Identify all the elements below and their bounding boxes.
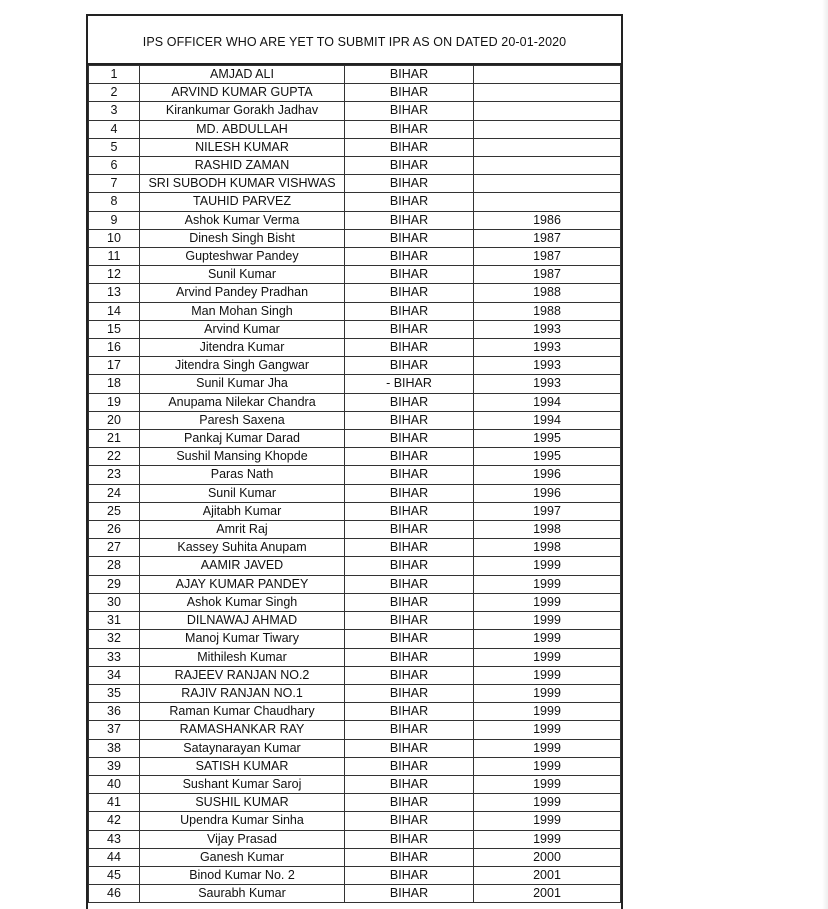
cell-state: BIHAR — [345, 684, 474, 702]
table-row — [89, 721, 621, 739]
cell-name: Jitendra Singh Gangwar — [140, 357, 345, 375]
cell-state: BIHAR — [345, 157, 474, 175]
cell-name: Sunil Kumar Jha — [140, 375, 345, 393]
cell-name: Sushant Kumar Saroj — [140, 775, 345, 793]
cell-year: 1999 — [474, 830, 621, 848]
cell-state: BIHAR — [345, 848, 474, 866]
cell-state: BIHAR — [345, 229, 474, 247]
cell-state: BIHAR — [345, 812, 474, 830]
table-row — [89, 266, 621, 284]
table-row — [89, 794, 621, 812]
cell-no: 45 — [89, 866, 140, 884]
cell-name: AAMIR JAVED — [140, 557, 345, 575]
cell-name: Sunil Kumar — [140, 484, 345, 502]
cell-state: BIHAR — [345, 102, 474, 120]
cell-no: 40 — [89, 775, 140, 793]
table-row — [89, 357, 621, 375]
cell-name: ARVIND KUMAR GUPTA — [140, 84, 345, 102]
cell-year — [474, 157, 621, 175]
cell-state: BIHAR — [345, 593, 474, 611]
cell-no: 46 — [89, 885, 140, 903]
table-row — [89, 812, 621, 830]
table-row — [89, 229, 621, 247]
table-row — [89, 339, 621, 357]
table-row — [89, 320, 621, 338]
cell-state: BIHAR — [345, 666, 474, 684]
table-row — [89, 630, 621, 648]
cell-year: 1999 — [474, 812, 621, 830]
table-row — [89, 248, 621, 266]
cell-name: Sushil Mansing Khopde — [140, 448, 345, 466]
cell-name: Gupteshwar Pandey — [140, 248, 345, 266]
cell-no: 3 — [89, 102, 140, 120]
cell-state: BIHAR — [345, 84, 474, 102]
cell-name: Manoj Kumar Tiwary — [140, 630, 345, 648]
cell-name: Arvind Pandey Pradhan — [140, 284, 345, 302]
cell-name: Paresh Saxena — [140, 411, 345, 429]
cell-year: 2001 — [474, 866, 621, 884]
cell-state: BIHAR — [345, 775, 474, 793]
table-row — [89, 866, 621, 884]
cell-state: BIHAR — [345, 539, 474, 557]
cell-no: 5 — [89, 138, 140, 156]
cell-year: 1999 — [474, 721, 621, 739]
cell-state: BIHAR — [345, 612, 474, 630]
cell-no: 8 — [89, 193, 140, 211]
table-row — [89, 575, 621, 593]
cell-no: 30 — [89, 593, 140, 611]
cell-name: AJAY KUMAR PANDEY — [140, 575, 345, 593]
table-row — [89, 120, 621, 138]
cell-year — [474, 193, 621, 211]
cell-year: 1986 — [474, 211, 621, 229]
cell-name: Kassey Suhita Anupam — [140, 539, 345, 557]
cell-name: Arvind Kumar — [140, 320, 345, 338]
cell-no: 7 — [89, 175, 140, 193]
cell-state: BIHAR — [345, 757, 474, 775]
officer-table-body — [89, 66, 621, 903]
cell-year: 1999 — [474, 575, 621, 593]
cell-state: BIHAR — [345, 866, 474, 884]
cell-no: 18 — [89, 375, 140, 393]
cell-year: 1998 — [474, 539, 621, 557]
table-row — [89, 484, 621, 502]
cell-year: 1993 — [474, 320, 621, 338]
cell-no: 11 — [89, 248, 140, 266]
cell-year: 1995 — [474, 448, 621, 466]
cell-no: 6 — [89, 157, 140, 175]
cell-name: Ashok Kumar Singh — [140, 593, 345, 611]
cell-state: BIHAR — [345, 302, 474, 320]
cell-name: Sataynarayan Kumar — [140, 739, 345, 757]
cell-no: 36 — [89, 703, 140, 721]
cell-state: BIHAR — [345, 721, 474, 739]
cell-no: 39 — [89, 757, 140, 775]
cell-state: BIHAR — [345, 739, 474, 757]
cell-no: 37 — [89, 721, 140, 739]
cell-year: 1999 — [474, 612, 621, 630]
cell-year: 1994 — [474, 411, 621, 429]
cell-state: BIHAR — [345, 885, 474, 903]
cell-year: 1999 — [474, 666, 621, 684]
cell-name: SRI SUBODH KUMAR VISHWAS — [140, 175, 345, 193]
cell-name: RAMASHANKAR RAY — [140, 721, 345, 739]
cell-state: BIHAR — [345, 703, 474, 721]
cell-state: BIHAR — [345, 575, 474, 593]
cell-name: TAUHID PARVEZ — [140, 193, 345, 211]
table-row — [89, 502, 621, 520]
cell-state: BIHAR — [345, 175, 474, 193]
cell-year: 1998 — [474, 521, 621, 539]
cell-state: BIHAR — [345, 266, 474, 284]
cell-no: 29 — [89, 575, 140, 593]
table-row — [89, 593, 621, 611]
cell-year: 1999 — [474, 648, 621, 666]
cell-year: 1999 — [474, 794, 621, 812]
table-row — [89, 138, 621, 156]
cell-year: 1993 — [474, 339, 621, 357]
cell-no: 15 — [89, 320, 140, 338]
cell-year: 1999 — [474, 775, 621, 793]
table-row — [89, 757, 621, 775]
cell-year — [474, 84, 621, 102]
table-row — [89, 521, 621, 539]
cell-state: BIHAR — [345, 284, 474, 302]
cell-no: 17 — [89, 357, 140, 375]
cell-state: BIHAR — [345, 120, 474, 138]
table-row — [89, 830, 621, 848]
cell-no: 32 — [89, 630, 140, 648]
cell-state: BIHAR — [345, 248, 474, 266]
cell-year: 2001 — [474, 885, 621, 903]
table-row — [89, 612, 621, 630]
document-title: IPS OFFICER WHO ARE YET TO SUBMIT IPR AS ON DATED 20-01-2020 — [88, 16, 621, 65]
cell-name: DILNAWAJ AHMAD — [140, 612, 345, 630]
cell-name: Vijay Prasad — [140, 830, 345, 848]
table-row — [89, 666, 621, 684]
cell-name: Kirankumar Gorakh Jadhav — [140, 102, 345, 120]
cell-year: 1993 — [474, 357, 621, 375]
table-row — [89, 703, 621, 721]
cell-year: 1996 — [474, 466, 621, 484]
cell-state: BIHAR — [345, 484, 474, 502]
cell-name: MD. ABDULLAH — [140, 120, 345, 138]
cell-no: 19 — [89, 393, 140, 411]
cell-name: Man Mohan Singh — [140, 302, 345, 320]
cell-state: BIHAR — [345, 466, 474, 484]
cell-year: 1995 — [474, 430, 621, 448]
cell-state: BIHAR — [345, 411, 474, 429]
cell-year: 1993 — [474, 375, 621, 393]
cell-no: 20 — [89, 411, 140, 429]
document-sheet — [86, 14, 623, 909]
cell-no: 24 — [89, 484, 140, 502]
table-row — [89, 557, 621, 575]
table-row — [89, 393, 621, 411]
table-row — [89, 411, 621, 429]
cell-year: 1999 — [474, 703, 621, 721]
cell-year: 1996 — [474, 484, 621, 502]
cell-year: 1988 — [474, 284, 621, 302]
cell-no: 1 — [89, 66, 140, 84]
cell-no: 27 — [89, 539, 140, 557]
cell-no: 10 — [89, 229, 140, 247]
cell-no: 42 — [89, 812, 140, 830]
cell-state: BIHAR — [345, 211, 474, 229]
cell-year: 1994 — [474, 393, 621, 411]
table-row — [89, 284, 621, 302]
cell-state: BIHAR — [345, 448, 474, 466]
cell-state: BIHAR — [345, 320, 474, 338]
cell-state: BIHAR — [345, 502, 474, 520]
cell-no: 4 — [89, 120, 140, 138]
cell-name: RASHID ZAMAN — [140, 157, 345, 175]
cell-state: BIHAR — [345, 521, 474, 539]
cell-state: BIHAR — [345, 66, 474, 84]
cell-name: Upendra Kumar Sinha — [140, 812, 345, 830]
table-row — [89, 157, 621, 175]
cell-name: RAJEEV RANJAN NO.2 — [140, 666, 345, 684]
cell-no: 34 — [89, 666, 140, 684]
table-row — [89, 885, 621, 903]
cell-no: 22 — [89, 448, 140, 466]
cell-name: Jitendra Kumar — [140, 339, 345, 357]
cell-year: 1999 — [474, 684, 621, 702]
cell-no: 33 — [89, 648, 140, 666]
table-row — [89, 84, 621, 102]
cell-name: Dinesh Singh Bisht — [140, 229, 345, 247]
cell-no: 16 — [89, 339, 140, 357]
cell-no: 13 — [89, 284, 140, 302]
cell-state: BIHAR — [345, 357, 474, 375]
table-row — [89, 430, 621, 448]
cell-no: 9 — [89, 211, 140, 229]
cell-year — [474, 66, 621, 84]
cell-name: RAJIV RANJAN NO.1 — [140, 684, 345, 702]
cell-name: Binod Kumar No. 2 — [140, 866, 345, 884]
cell-name: Saurabh Kumar — [140, 885, 345, 903]
table-row — [89, 848, 621, 866]
cell-name: SUSHIL KUMAR — [140, 794, 345, 812]
cell-name: NILESH KUMAR — [140, 138, 345, 156]
table-row — [89, 66, 621, 84]
table-row — [89, 302, 621, 320]
table-row — [89, 175, 621, 193]
cell-no: 38 — [89, 739, 140, 757]
cell-name: AMJAD ALI — [140, 66, 345, 84]
cell-state: BIHAR — [345, 648, 474, 666]
cell-name: Ajitabh Kumar — [140, 502, 345, 520]
cell-no: 2 — [89, 84, 140, 102]
cell-state: BIHAR — [345, 830, 474, 848]
cell-year: 1987 — [474, 266, 621, 284]
cell-year: 1999 — [474, 593, 621, 611]
table-row — [89, 539, 621, 557]
cell-name: Raman Kumar Chaudhary — [140, 703, 345, 721]
cell-year: 1999 — [474, 757, 621, 775]
cell-year: 1988 — [474, 302, 621, 320]
cell-name: Mithilesh Kumar — [140, 648, 345, 666]
cell-state: BIHAR — [345, 193, 474, 211]
page-edge-shadow — [822, 0, 828, 909]
cell-name: Anupama Nilekar Chandra — [140, 393, 345, 411]
cell-year: 1999 — [474, 630, 621, 648]
cell-state: BIHAR — [345, 557, 474, 575]
cell-state: BIHAR — [345, 794, 474, 812]
cell-year: 1997 — [474, 502, 621, 520]
table-row — [89, 102, 621, 120]
cell-no: 35 — [89, 684, 140, 702]
cell-no: 23 — [89, 466, 140, 484]
cell-year — [474, 175, 621, 193]
table-row — [89, 448, 621, 466]
table-row — [89, 466, 621, 484]
cell-year: 1999 — [474, 739, 621, 757]
cell-year — [474, 138, 621, 156]
table-row — [89, 211, 621, 229]
table-row — [89, 193, 621, 211]
table-row — [89, 684, 621, 702]
cell-name: Sunil Kumar — [140, 266, 345, 284]
cell-state: - BIHAR — [345, 375, 474, 393]
cell-name: Ganesh Kumar — [140, 848, 345, 866]
cell-state: BIHAR — [345, 630, 474, 648]
cell-no: 44 — [89, 848, 140, 866]
table-row — [89, 375, 621, 393]
cell-name: Pankaj Kumar Darad — [140, 430, 345, 448]
table-row — [89, 648, 621, 666]
cell-no: 31 — [89, 612, 140, 630]
cell-state: BIHAR — [345, 393, 474, 411]
cell-year: 1999 — [474, 557, 621, 575]
cell-name: SATISH KUMAR — [140, 757, 345, 775]
cell-no: 26 — [89, 521, 140, 539]
officer-table — [88, 65, 621, 903]
cell-no: 28 — [89, 557, 140, 575]
cell-year: 1987 — [474, 229, 621, 247]
cell-year: 2000 — [474, 848, 621, 866]
table-row — [89, 739, 621, 757]
cell-state: BIHAR — [345, 138, 474, 156]
cell-no: 12 — [89, 266, 140, 284]
cell-year — [474, 102, 621, 120]
cell-no: 25 — [89, 502, 140, 520]
table-row — [89, 775, 621, 793]
cell-name: Amrit Raj — [140, 521, 345, 539]
cell-state: BIHAR — [345, 339, 474, 357]
cell-no: 41 — [89, 794, 140, 812]
cell-year: 1987 — [474, 248, 621, 266]
cell-no: 21 — [89, 430, 140, 448]
cell-name: Ashok Kumar Verma — [140, 211, 345, 229]
cell-no: 14 — [89, 302, 140, 320]
cell-no: 43 — [89, 830, 140, 848]
cell-year — [474, 120, 621, 138]
cell-name: Paras Nath — [140, 466, 345, 484]
cell-state: BIHAR — [345, 430, 474, 448]
